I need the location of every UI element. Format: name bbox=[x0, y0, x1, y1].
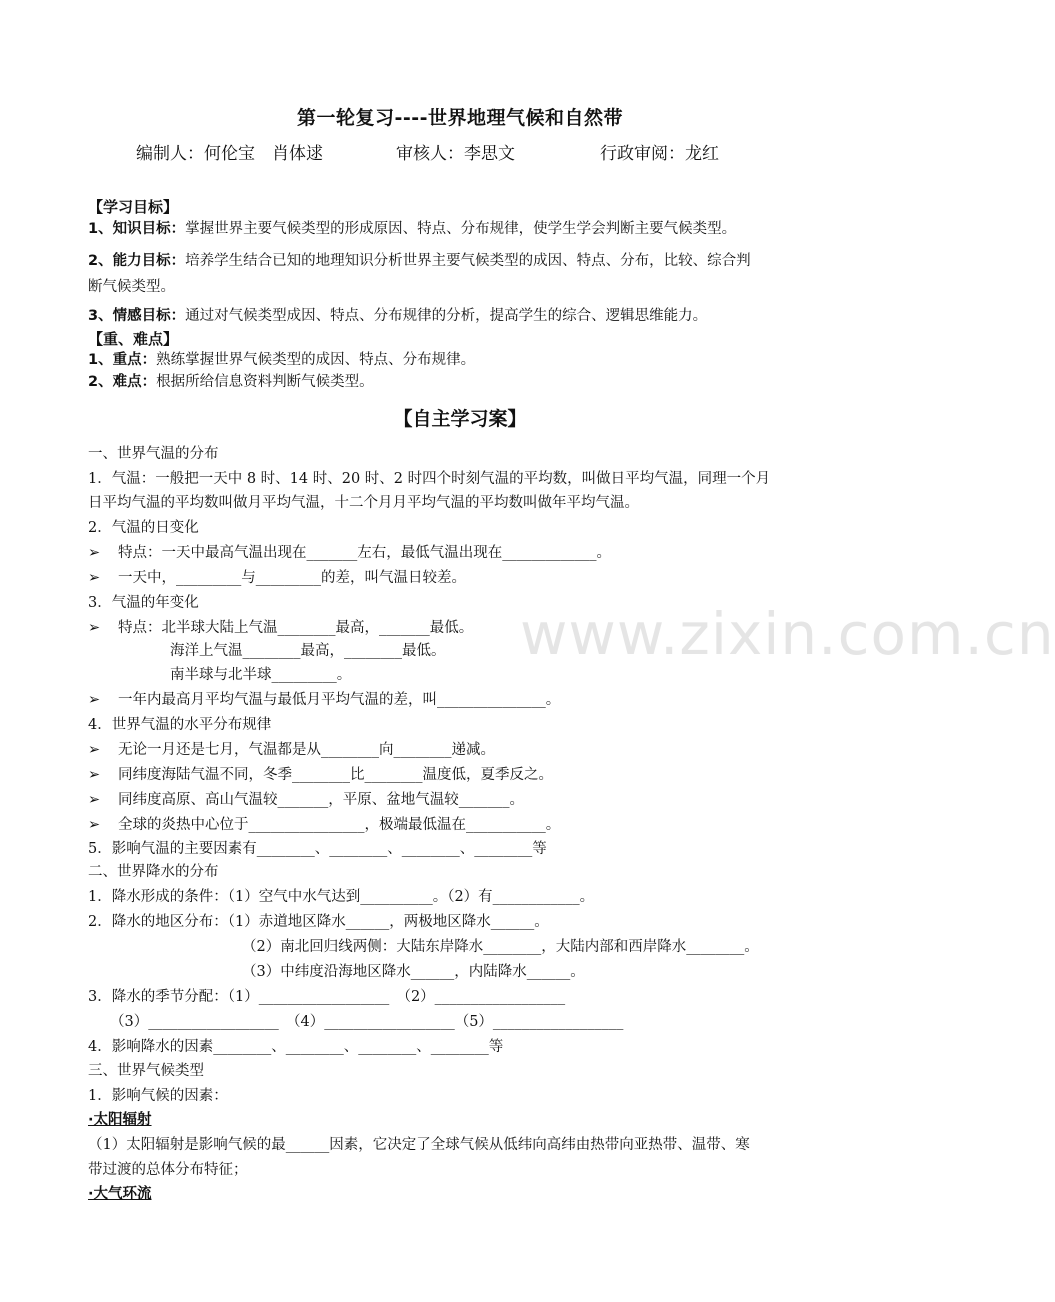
bullet-line: ➢ 一年内最高月平均气温与最低月平均气温的差，叫_______________。 bbox=[88, 692, 561, 708]
text-line: 3．气温的年变化 bbox=[88, 595, 199, 611]
text-line: 3．降水的季节分配：（1）__________________ （2）__________________ bbox=[88, 989, 566, 1005]
arrow-bullet-icon: ➢ bbox=[88, 570, 101, 586]
text-line: （2）南北回归线两侧：大陆东岸降水________，大陆内部和西岸降水________。 bbox=[242, 939, 759, 955]
document-title: 第一轮复习----世界地理气候和自然带 bbox=[296, 107, 624, 129]
text-line: 带过渡的总体分布特征； bbox=[88, 1162, 248, 1178]
bullet-line: ➢ 同纬度海陆气温不同，冬季________比________温度低，夏季反之。 bbox=[88, 767, 553, 783]
arrow-bullet-icon: ➢ bbox=[88, 545, 101, 561]
goal-item: 1、知识目标：掌握世界主要气候类型的形成原因、特点、分布规律，使学生学会判断主要气候类型。 bbox=[88, 221, 737, 237]
text-line: 4．世界气温的水平分布规律 bbox=[88, 717, 272, 733]
bullet-line: ➢ 同纬度高原、高山气温较_______，平原、盆地气温较_______。 bbox=[88, 792, 524, 808]
bullet-line: ➢ 全球的炎热中心位于________________，极端最低温在___________。 bbox=[88, 817, 561, 833]
admin-credit: 行政审阅：龙红 bbox=[600, 144, 719, 164]
bullet-line: ➢ 无论一月还是七月，气温都是从________向________递减。 bbox=[88, 742, 495, 758]
bullet-line: ➢ 特点：一天中最高气温出现在_______左右，最低气温出现在_____________。 bbox=[88, 545, 611, 561]
section-heading: 一、世界气温的分布 bbox=[88, 446, 219, 462]
key-item: 1、重点：熟练掌握世界气候类型的成因、特点、分布规律。 bbox=[88, 352, 476, 368]
watermark: www.zixin.com.cn bbox=[520, 600, 1055, 668]
goal-item: 3、情感目标：通过对气候类型成因、特点、分布规律的分析，提高学生的综合、逻辑思维能力。 bbox=[88, 308, 708, 324]
arrow-bullet-icon: ➢ bbox=[88, 692, 101, 708]
editor-credit: 编制人：何伦宝 肖体逑 bbox=[136, 144, 323, 164]
text-line: 南半球与北半球_________。 bbox=[170, 667, 352, 683]
text-line: 1．影响气候的因素： bbox=[88, 1088, 228, 1104]
text-line: 1．降水形成的条件：（1）空气中水气达到__________。（2）有____________。 bbox=[88, 889, 595, 905]
section-heading: 二、世界降水的分布 bbox=[88, 864, 219, 880]
text-line: 2．降水的地区分布：（1）赤道地区降水______，两极地区降水______。 bbox=[88, 914, 549, 930]
key-item: 2、难点：根据所给信息资料判断气候类型。 bbox=[88, 374, 374, 390]
bullet-line: ➢ 一天中，_________与_________的差，叫气温日较差。 bbox=[88, 570, 466, 586]
goal-item: 2、能力目标：培养学生结合已知的地理知识分析世界主要气候类型的成因、特点、分布，比较、综合判 bbox=[88, 253, 751, 269]
text-line: 海洋上气温________最高，________最低。 bbox=[170, 643, 446, 659]
arrow-bullet-icon: ➢ bbox=[88, 767, 101, 783]
arrow-bullet-icon: ➢ bbox=[88, 817, 101, 833]
bullet-line: ➢ 特点：北半球大陆上气温________最高，_______最低。 bbox=[88, 620, 474, 636]
text-line: 日平均气温的平均数叫做月平均气温，十二个月月平均气温的平均数叫做年平均气温。 bbox=[88, 495, 639, 511]
text-line: 2．气温的日变化 bbox=[88, 520, 199, 536]
goal-item: 断气候类型。 bbox=[88, 279, 175, 295]
goals-heading: 【学习目标】 bbox=[88, 198, 179, 216]
text-line: 5．影响气温的主要因素有________、________、________、________等 bbox=[88, 841, 547, 857]
arrow-bullet-icon: ➢ bbox=[88, 742, 101, 758]
subheading-circulation: ·大气环流 bbox=[88, 1186, 152, 1202]
author-line bbox=[136, 139, 719, 164]
reviewer-credit: 审核人：李思文 bbox=[396, 144, 515, 164]
text-line: （3）__________________ （4）__________________（5）__________________ bbox=[110, 1014, 624, 1030]
section-heading: 三、世界气候类型 bbox=[88, 1063, 204, 1079]
self-study-heading: 【自主学习案】 bbox=[393, 408, 527, 430]
text-line: 4．影响降水的因素________、________、________、________等 bbox=[88, 1039, 504, 1055]
key-heading: 【重、难点】 bbox=[88, 330, 179, 348]
text-line: （1）太阳辐射是影响气候的最______因素，它决定了全球气候从低纬向高纬由热带向亚热带、温带、寒 bbox=[88, 1137, 750, 1153]
arrow-bullet-icon: ➢ bbox=[88, 620, 101, 636]
arrow-bullet-icon: ➢ bbox=[88, 792, 101, 808]
subheading-solar: ·太阳辐射 bbox=[88, 1112, 152, 1128]
text-line: 1．气温：一般把一天中 8 时、14 时、20 时、2 时四个时刻气温的平均数，叫做日平均气温，同理一个月 bbox=[88, 471, 771, 487]
text-line: （3）中纬度沿海地区降水______，内陆降水______。 bbox=[242, 964, 585, 980]
